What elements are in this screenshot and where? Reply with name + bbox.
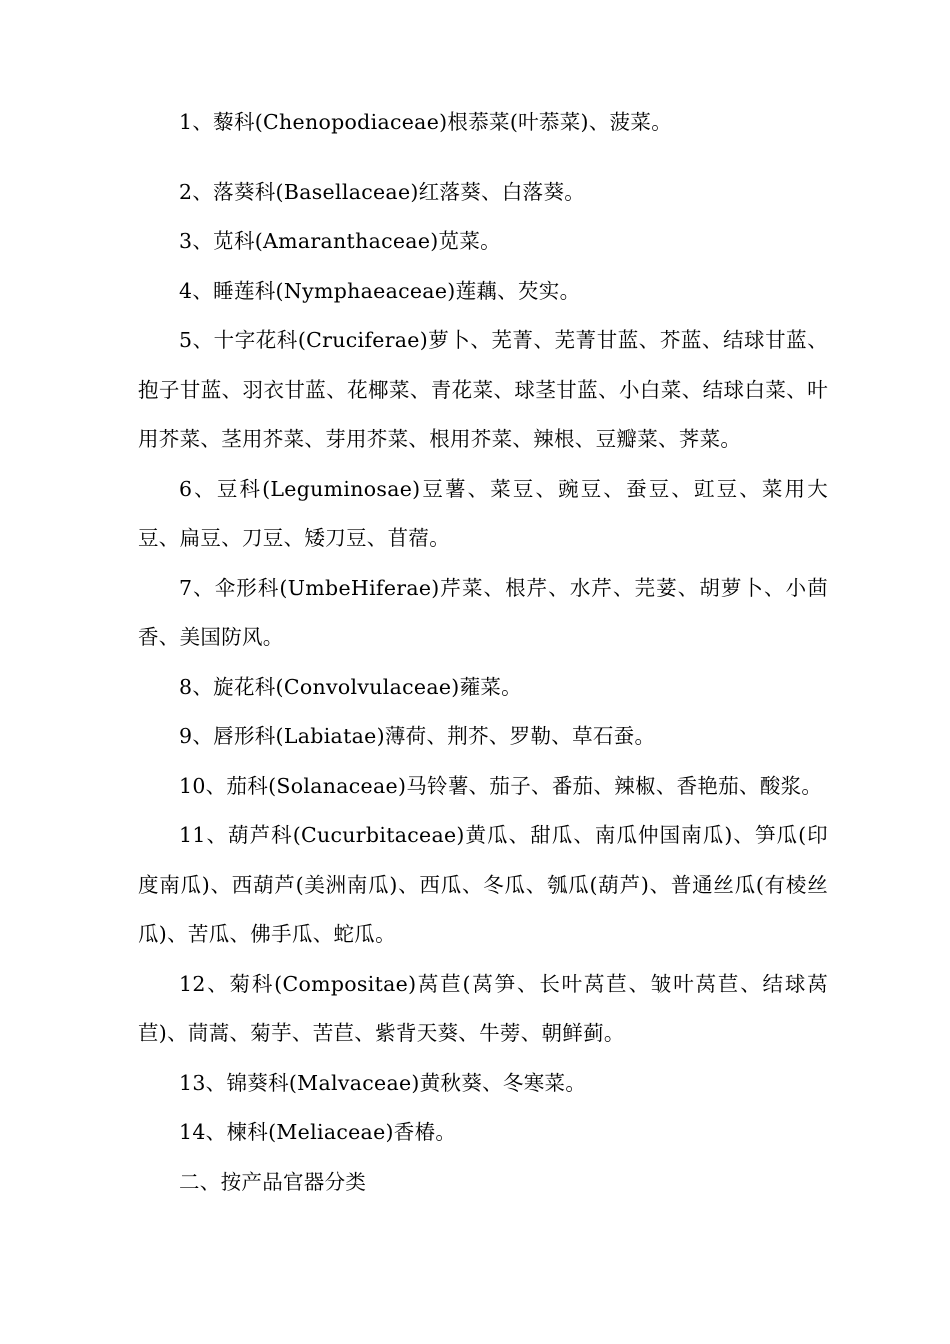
paragraph-solanaceae: 10、茄科(Solanaceae)马铃薯、茄子、番茄、辣椒、香艳茄、酸浆。 [179, 773, 823, 798]
paragraph-umbelliferae: 7、伞形科(UmbeHiferae)芹菜、根芹、水芹、芫荽、胡萝卜、小茴香、美国防风。 [138, 575, 828, 649]
paragraph-nymphaeaceae: 4、睡莲科(Nymphaeaceae)莲藕、芡实。 [179, 278, 581, 303]
paragraph-convolvulaceae: 8、旋花科(Convolvulaceae)蕹菜。 [179, 674, 522, 699]
paragraph-leguminosae: 6、豆科(Leguminosae)豆薯、菜豆、豌豆、蚕豆、豇豆、菜用大豆、扁豆、刀豆、矮刀豆、苜蓿。 [138, 476, 828, 550]
paragraph-meliaceae: 14、楝科(Meliaceae)香椿。 [179, 1120, 457, 1144]
section-heading: 二、按产品官器分类 [179, 1169, 367, 1194]
document-body [138, 98, 828, 1207]
paragraph-cucurbitaceae: 11、葫芦科(Cucurbitaceae)黄瓜、甜瓜、南瓜仲国南瓜)、笋瓜(印度南瓜)、西葫芦(美洲南瓜)、西瓜、冬瓜、瓠瓜(葫芦)、普通丝瓜(有棱丝瓜)、苦瓜、佛手瓜、蛇瓜。 [138, 823, 828, 946]
paragraph-chenopodiaceae: 1、藜科(Chenopodiaceae)根菾菜(叶菾菜)、菠菜。 [179, 110, 673, 134]
paragraph-basellaceae: 2、落葵科(Basellaceae)红落葵、白落葵。 [179, 179, 586, 204]
paragraph-amaranthaceae: 3、苋科(Amaranthaceae)苋菜。 [179, 229, 501, 253]
paragraph-labiatae: 9、唇形科(Labiatae)薄荷、荆芥、罗勒、草石蚕。 [179, 724, 656, 748]
paragraph-compositae: 12、菊科(Compositae)莴苣(莴笋、长叶莴苣、皱叶莴苣、结球莴苣)、茼蒿、菊芋、苦苣、紫背天葵、牛蒡、朝鲜蓟。 [138, 971, 828, 1045]
paragraph-malvaceae: 13、锦葵科(Malvaceae)黄秋葵、冬寒菜。 [179, 1070, 587, 1095]
paragraph-cruciferae: 5、十字花科(Cruciferae)萝卜、芜菁、芜菁甘蓝、芥蓝、结球甘蓝、抱子甘蓝、羽衣甘蓝、花椰菜、青花菜、球茎甘蓝、小白菜、结球白菜、叶用芥菜、茎用芥菜、芽用芥菜、根用芥菜、辣根、豆瓣菜、荠菜。 [138, 328, 828, 451]
